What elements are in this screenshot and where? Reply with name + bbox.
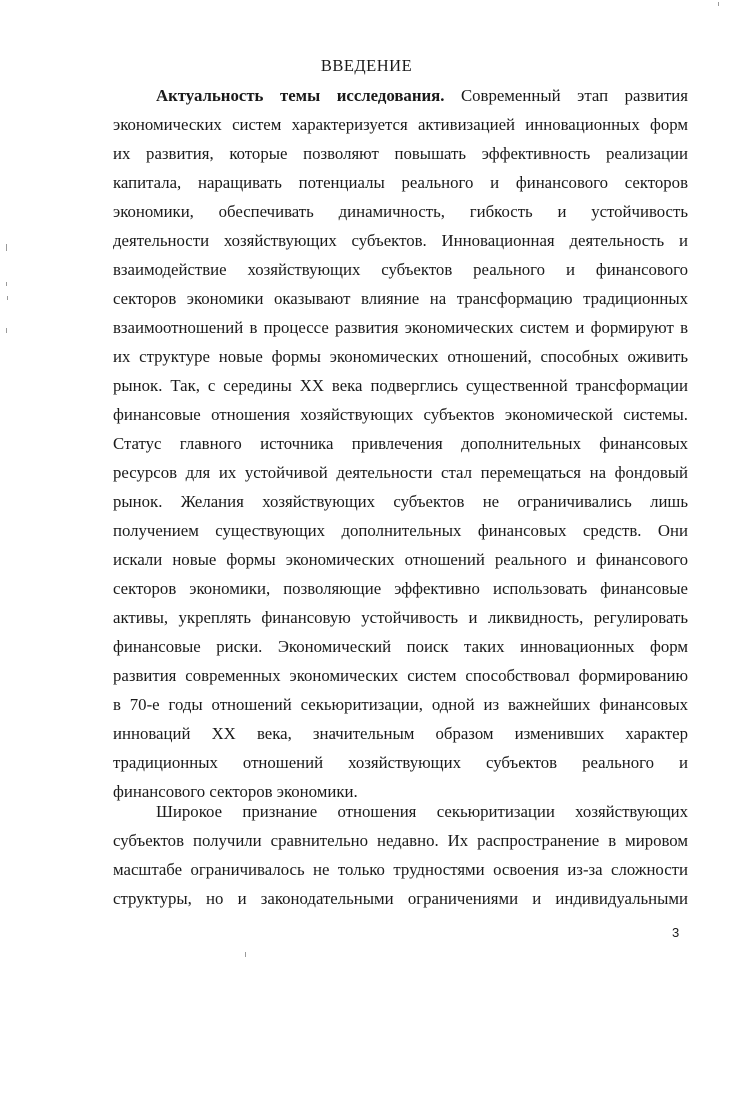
scan-artifact — [245, 952, 246, 957]
text-line: секторов экономики, позволяющие эффективно использовать финансовые — [113, 579, 688, 598]
text-line: Широкое признание отношения секьюритизации хозяйствующих — [156, 802, 688, 821]
text-line: взаимоотношений в процессе развития экономических систем и формируют в — [113, 318, 688, 337]
text-line: финансовые риски. Экономический поиск таких инновационных форм — [113, 637, 688, 656]
text-line: масштабе ограничивалось не только трудностями освоения из-за сложности — [113, 860, 688, 879]
text-line: экономики, обеспечивать динамичность, гибкость и устойчивость — [113, 202, 688, 221]
text-line: взаимодействие хозяйствующих субъектов реального и финансового — [113, 260, 688, 279]
text-line: получением существующих дополнительных финансовых средств. Они — [113, 521, 688, 540]
paragraph-1-line-1 — [113, 81, 688, 110]
paragraph-1 — [113, 81, 688, 806]
text-line: традиционных отношений хозяйствующих субъектов реального и — [113, 753, 688, 772]
scan-artifact — [718, 2, 719, 6]
paragraph-2 — [113, 797, 688, 913]
scan-artifact — [6, 282, 7, 286]
page-title: ВВЕДЕНИЕ — [320, 56, 413, 75]
text-line: искали новые формы экономических отношений реального и финансового — [113, 550, 688, 569]
text-line: структуры, но и законодательными ограничениями и индивидуальными — [113, 889, 688, 908]
text-line: ресурсов для их устойчивой деятельности стал перемещаться на фондовый — [113, 463, 688, 482]
text-line: развития современных экономических систем способствовал формированию — [113, 666, 688, 685]
text-line: капитала, наращивать потенциалы реального и финансового секторов — [113, 173, 688, 192]
text-line: экономических систем характеризуется активизацией инновационных форм — [113, 115, 688, 134]
text-line: их развития, которые позволяют повышать эффективность реализации — [113, 144, 688, 163]
text-line: активы, укреплять финансовую устойчивость и ликвидность, регулировать — [113, 608, 688, 627]
scan-artifact — [6, 328, 7, 333]
page-number: 3 — [672, 925, 680, 940]
text-line: финансового секторов экономики. — [113, 782, 358, 801]
scan-artifact — [7, 296, 8, 300]
scan-artifact — [6, 244, 7, 251]
text-line: инноваций XX века, значительным образом изменивших характер — [113, 724, 688, 743]
text-line: Статус главного источника привлечения дополнительных финансовых — [113, 434, 688, 453]
text-line: деятельности хозяйствующих субъектов. Инновационная деятельность и — [113, 231, 688, 250]
line-text: Современный этап развития — [444, 86, 688, 105]
text-line: секторов экономики оказывают влияние на трансформацию традиционных — [113, 289, 688, 308]
lead-heading: Актуальность темы исследования. — [156, 86, 445, 105]
text-line: их структуре новые формы экономических отношений, способных оживить — [113, 347, 688, 366]
text-line: в 70-е годы отношений секьюритизации, одной из важнейших финансовых — [113, 695, 688, 714]
text-line: финансовые отношения хозяйствующих субъектов экономической системы. — [113, 405, 688, 424]
text-line: рынок. Желания хозяйствующих субъектов не ограничивались лишь — [113, 492, 688, 511]
text-line: рынок. Так, с середины XX века подверглись существенной трансформации — [113, 376, 688, 395]
text-line: субъектов получили сравнительно недавно. Их распространение в мировом — [113, 831, 688, 850]
